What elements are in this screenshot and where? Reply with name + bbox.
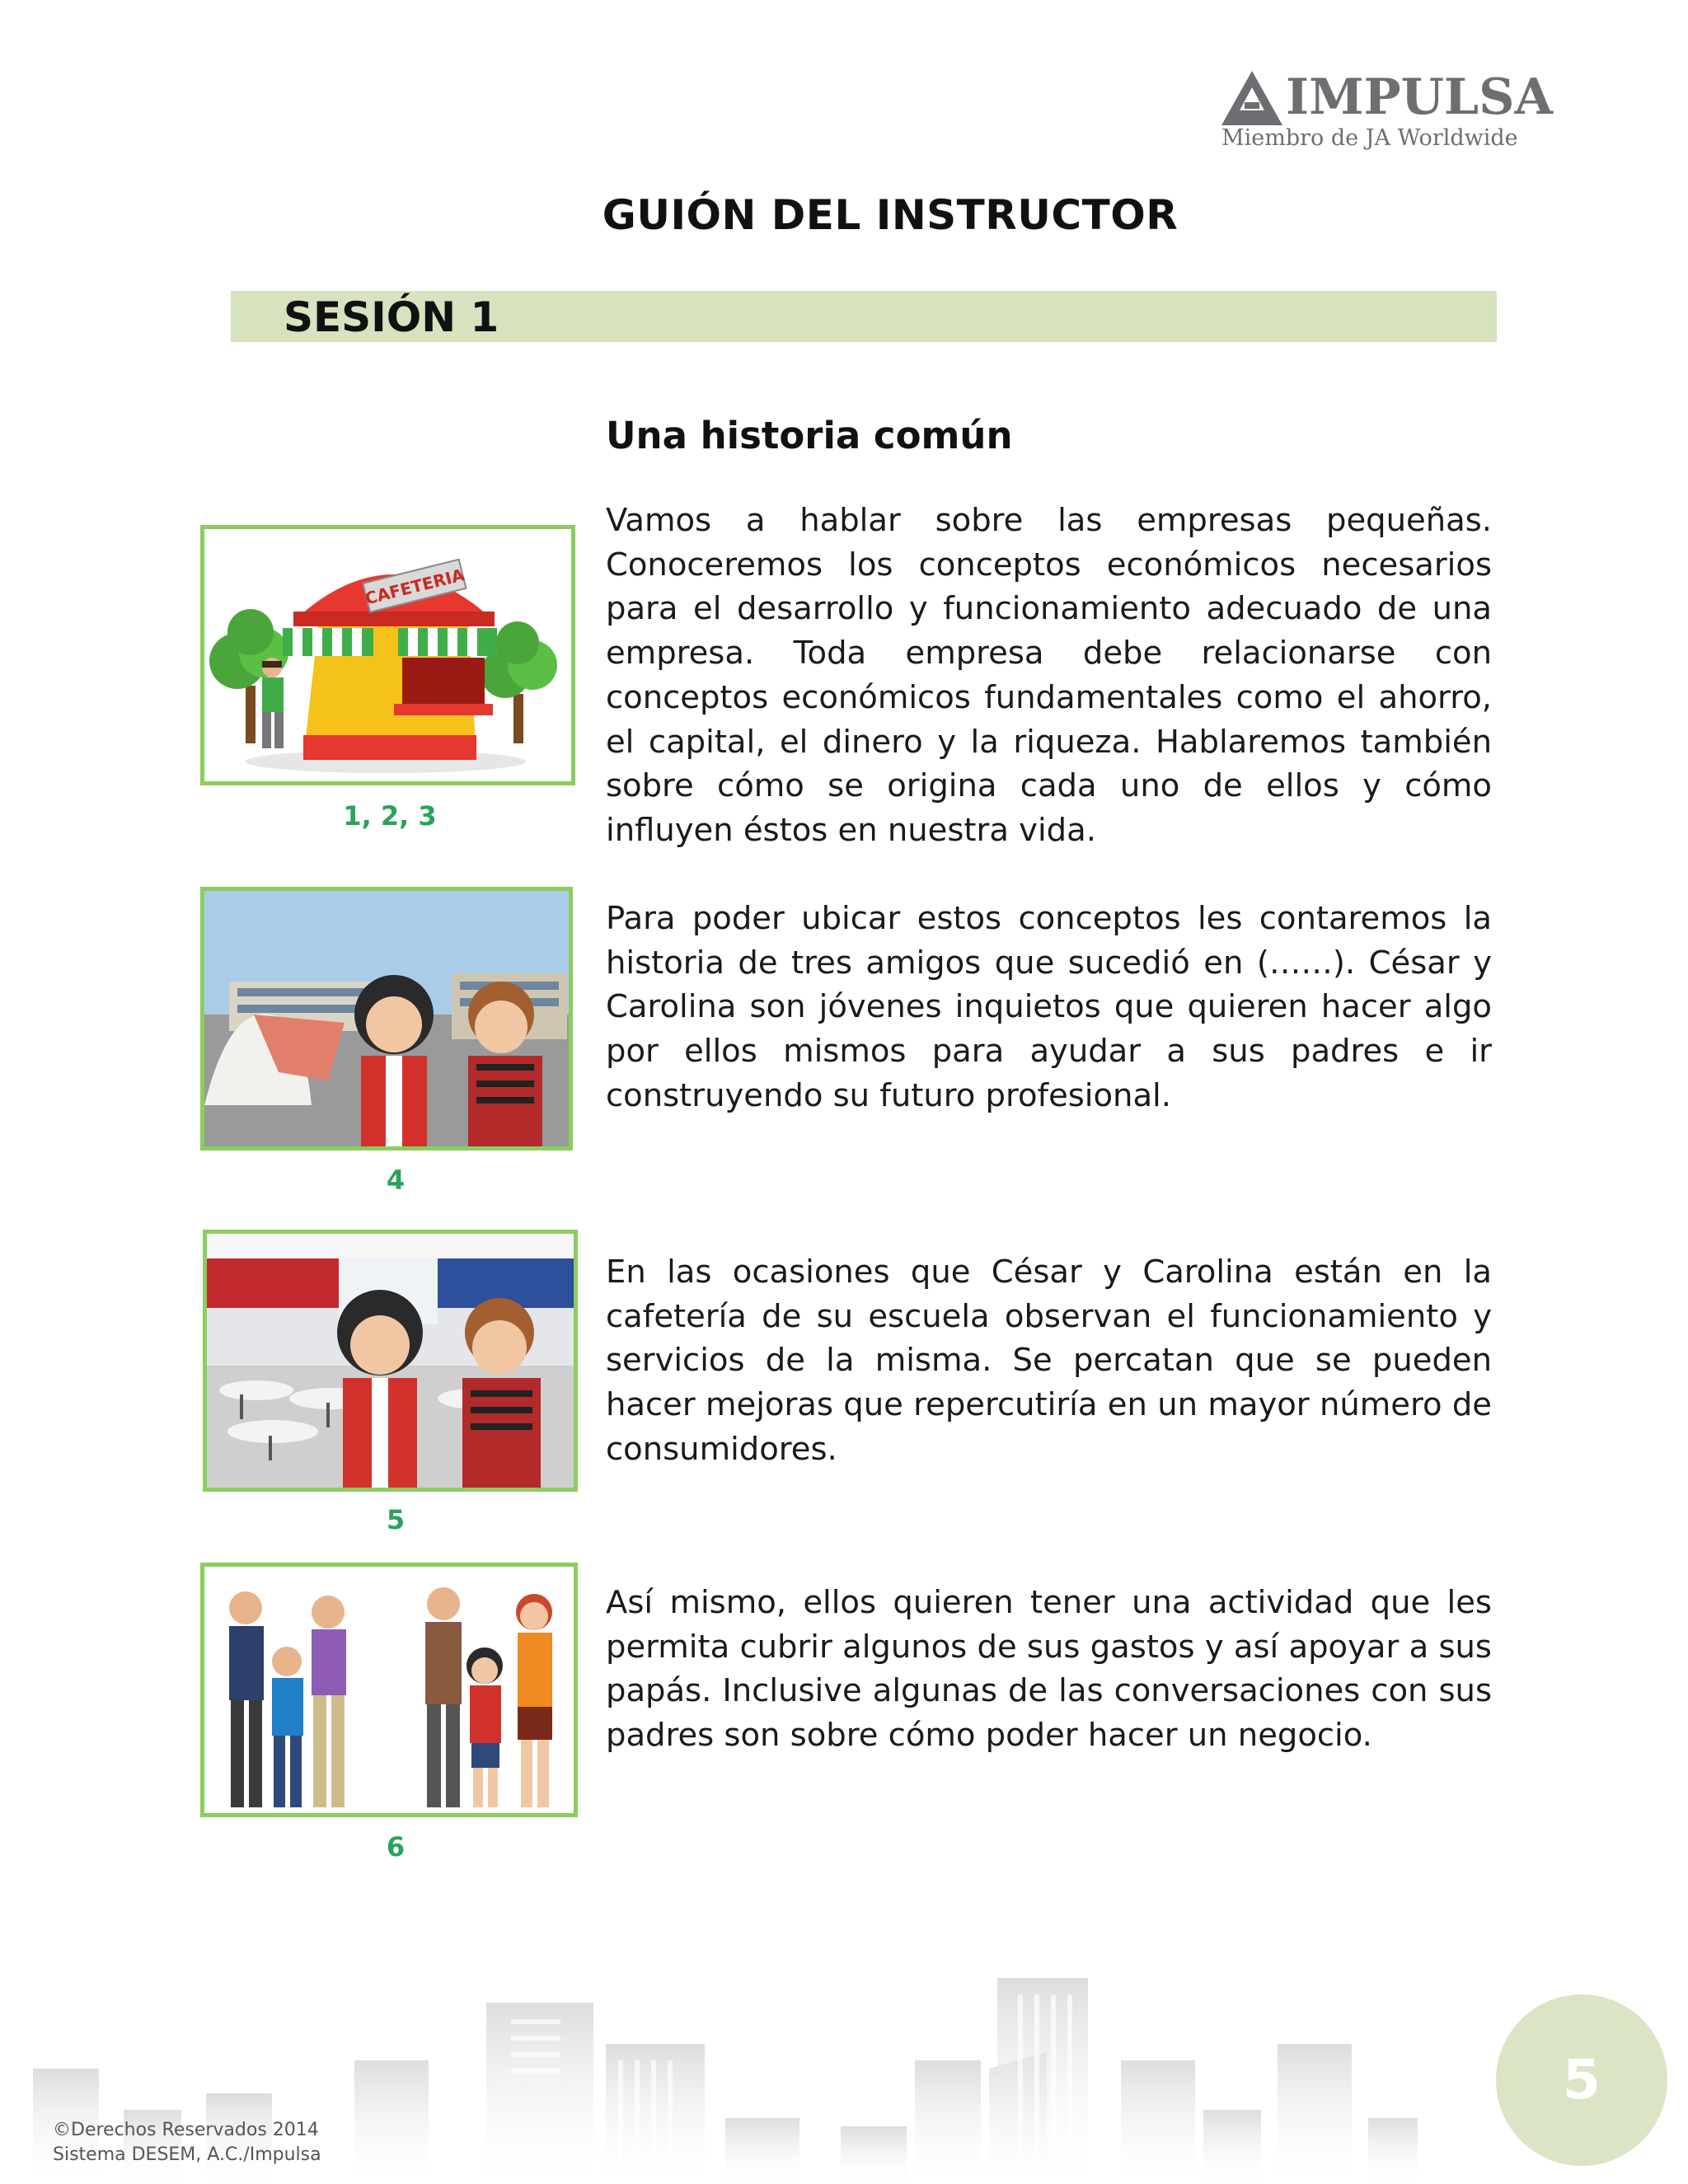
- document-title: GUIÓN DEL INSTRUCTOR: [602, 191, 1179, 239]
- paragraph-2: Para poder ubicar estos conceptos les contaremos la historia de tres amigos que sucedió en (……). César y Carolina son jóvenes inquietos que quieren hacer algo por ellos mismos para ayudar a sus padres e ir construyendo su futuro profesional.: [606, 900, 1492, 1114]
- copyright-footer: [53, 2118, 321, 2168]
- campus-characters-illustration: [200, 887, 573, 1151]
- paragraph-3: En las ocasiones que César y Carolina están en la cafetería de su escuela observan el funcionamiento y servicios de la misma. Se percatan que se pueden hacer mejoras que repercutiría en un mayor número de consumidores.: [606, 1254, 1492, 1468]
- figure-caption-2: 4: [386, 1165, 406, 1196]
- impulsa-logo: [1220, 64, 1553, 155]
- session-label: SESIÓN 1: [284, 293, 499, 341]
- session-bar: [231, 291, 1497, 342]
- logo-triangle-icon: [1220, 69, 1284, 127]
- logo-name: IMPULSA: [1286, 68, 1553, 126]
- page-number-badge: [1496, 1994, 1667, 2166]
- publisher-line: Sistema DESEM, A.C./Impulsa: [53, 2144, 321, 2165]
- section-heading: Una historia común: [606, 414, 1013, 457]
- figure-caption-4: 6: [386, 1831, 406, 1863]
- school-cafeteria-illustration: [203, 1230, 578, 1492]
- figure-caption-3: 5: [386, 1504, 406, 1535]
- families-illustration: [200, 1563, 578, 1817]
- copyright-line: ©Derechos Reservados 2014: [53, 2120, 319, 2140]
- paragraph-1: Vamos a hablar sobre las empresas pequeñas. Conoceremos los conceptos económicos necesarios para el desarrollo y funcionamiento adecuado de una empresa. Toda empresa debe relacionarse con conceptos económicos fundamentales como el ahorro, el capital, el dinero y la riqueza. Hablaremos también sobre cómo se origina cada uno de ellos y cómo influyen éstos en nuestra vida.: [606, 502, 1492, 849]
- cafeteria-kiosk-illustration: [200, 525, 575, 785]
- page-number: 5: [1563, 2048, 1601, 2111]
- kiosk-sign: CAFETERIA: [363, 565, 467, 609]
- logo-tagline: Miembro de JA Worldwide: [1221, 125, 1518, 151]
- figure-caption-1: 1, 2, 3: [343, 800, 437, 832]
- paragraph-4: Así mismo, ellos quieren tener una actividad que les permita cubrir algunos de sus gastos y así apoyar a sus papás. Inclusive algunas de las conversaciones con sus padres son sobre cómo poder hacer un negocio.: [606, 1584, 1492, 1755]
